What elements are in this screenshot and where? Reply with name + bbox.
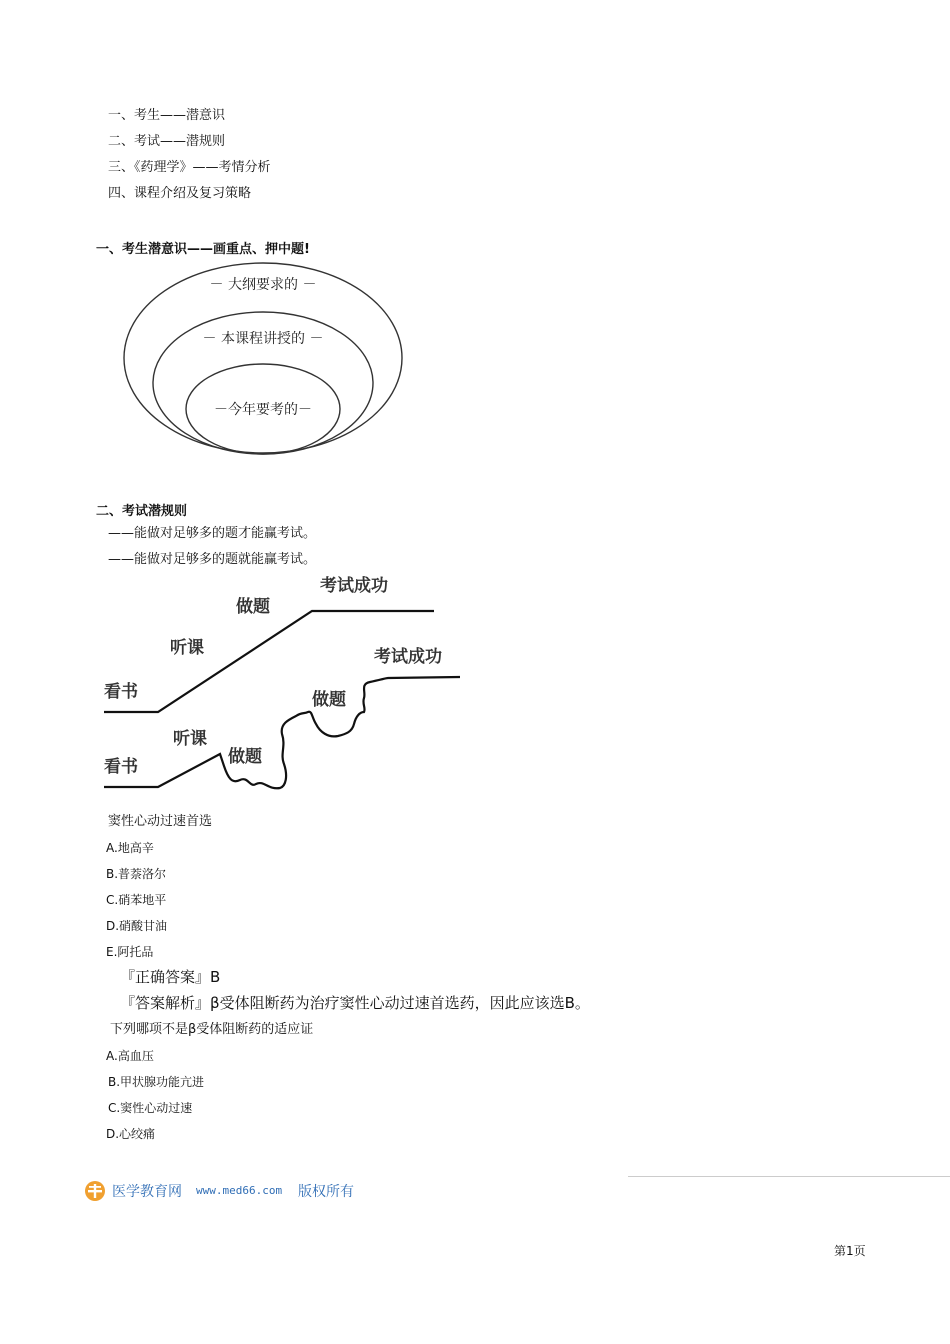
lower-listen-label: 听课 — [173, 729, 207, 749]
middle-circle-label: － 本课程讲授的 － — [202, 331, 324, 347]
upper-read-label: 看书 — [104, 682, 138, 702]
question1-answer: 『正确答案』B — [120, 968, 221, 986]
section2-heading: 二、考试潜规则 — [96, 504, 188, 519]
lower-practice-label-1: 做题 — [228, 747, 262, 767]
outline-item-4: 四、课程介绍及复习策略 — [108, 186, 252, 201]
med66-logo-icon — [84, 1180, 106, 1202]
outline-item-2: 二、考试——潜规则 — [108, 134, 226, 149]
upper-practice-label: 做题 — [236, 597, 270, 617]
inner-circle-label: －今年要考的－ — [214, 402, 312, 418]
page-number: 第1页 — [834, 1244, 866, 1258]
lower-path-line — [104, 677, 460, 788]
lower-success-label: 考试成功 — [374, 647, 442, 667]
question2-option-a: A.高血压 — [106, 1049, 154, 1063]
footer-rights: 版权所有 — [298, 1184, 354, 1200]
footer-brand: 医学教育网 — [112, 1184, 182, 1200]
study-path-diagram — [98, 566, 468, 796]
question1-analysis: 『答案解析』β受体阻断药为治疗窦性心动过速首选药，因此应该选B。 — [120, 994, 590, 1012]
question1-option-a: A.地高辛 — [106, 841, 154, 855]
outline-item-3: 三、《药理学》——考情分析 — [108, 160, 271, 175]
question2-option-b: B.甲状腺功能亢进 — [108, 1075, 205, 1089]
question1-option-d: D.硝酸甘油 — [106, 919, 168, 933]
question1-option-e: E.阿托品 — [106, 945, 154, 959]
question2-option-c: C.窦性心动过速 — [108, 1101, 193, 1115]
footer-divider — [628, 1176, 950, 1177]
outer-circle-label: － 大纲要求的 － — [209, 277, 317, 293]
question1-option-b: B.普萘洛尔 — [106, 867, 167, 881]
question1-stem: 窦性心动过速首选 — [108, 814, 213, 829]
nested-circles-diagram — [118, 258, 408, 458]
section2-line-2: ——能做对足够多的题就能赢考试。 — [108, 552, 317, 567]
upper-listen-label: 听课 — [170, 638, 204, 658]
outline-item-1: 一、考生——潜意识 — [108, 108, 226, 123]
section1-heading: 一、考生潜意识——画重点、押中题! — [96, 242, 310, 257]
question1-option-c: C.硝苯地平 — [106, 893, 167, 907]
upper-success-label: 考试成功 — [320, 576, 388, 596]
lower-read-label: 看书 — [104, 757, 138, 777]
section2-line-1: ——能做对足够多的题才能赢考试。 — [108, 526, 317, 541]
lower-practice-label-2: 做题 — [312, 690, 346, 710]
question2-option-d: D.心绞痛 — [106, 1127, 156, 1141]
footer-url[interactable]: www.med66.com — [196, 1184, 283, 1197]
question2-stem: 下列哪项不是β受体阻断药的适应证 — [110, 1022, 314, 1037]
